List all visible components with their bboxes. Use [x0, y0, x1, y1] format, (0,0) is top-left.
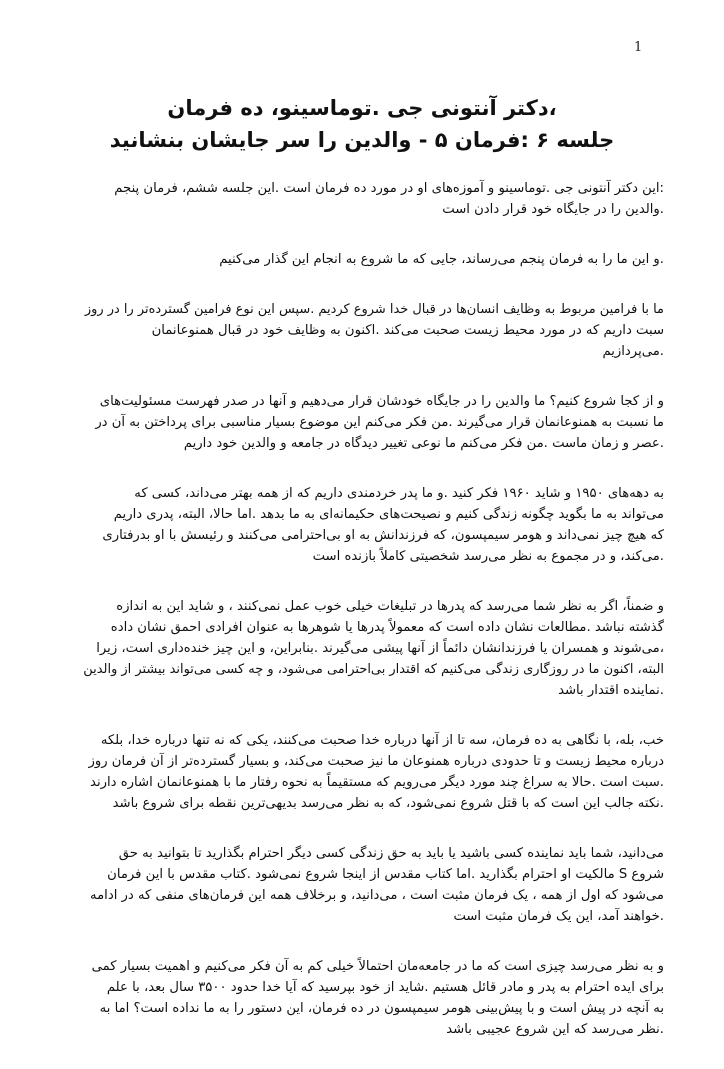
- paragraph-line: شروع S مالکیت او احترام بگذارید .اما کتاب مقدس از اینجا شروع نمی‌شود .کتاب مقدس با این فرمان: [107, 867, 664, 882]
- paragraph-line: .نماینده اقتدار باشد: [558, 683, 664, 698]
- paragraph-line: و ضمناً، اگر به نظر شما می‌رسد که پدرها در تبلیغات خیلی خوب عمل نمی‌کنند ، و شاید این به اندازه: [116, 599, 664, 614]
- paragraph-line: می‌شود که اول از همه ، یک فرمان مثبت است ، می‌دانید، و برخلاف همه این فرمان‌های منفی که در ادامه: [90, 888, 664, 903]
- paragraph-line: .نظر می‌رسد که این شروع عجیبی باشد: [446, 1022, 664, 1037]
- paragraph-line: :این دکتر آنتونی جی .توماسینو و آموزه‌های او در مورد ده فرمان است .این جلسه ششم، فرمان پنجم: [114, 181, 664, 196]
- paragraph: [82, 178, 664, 220]
- paragraph-line: به آنچه در پیش است و با پیش‌بینی هومر سیمپسون در ده فرمان، این دستور را به ما نداده است؟ اما به: [99, 1001, 664, 1016]
- paragraph-line: و به نظر می‌رسد چیزی است که ما در جامعه‌مان احتمالاً خیلی کم به آن فکر می‌کنیم و اهمیت بسیار کمی: [91, 959, 664, 974]
- paragraph-line: گذشته نباشد .مطالعات نشان داده است که معمولاً پدرها یا شوهرها به عنوان افرادی احمق نشان داده: [110, 620, 664, 635]
- paragraph: [82, 843, 664, 927]
- paragraph-line: .خواهند آمد، این یک فرمان مثبت است: [453, 909, 664, 924]
- paragraph-line: .می‌کند، و در مجموع به نظر می‌رسد شخصیتی کاملاً بازنده است: [312, 549, 664, 564]
- paragraph-line: سبت داریم که در مورد محیط زیست صحبت می‌کند .اکنون به وظایف خود در قبال همنوعانمان: [151, 323, 664, 338]
- paragraph: [82, 483, 664, 567]
- paragraph-line: و از کجا شروع کنیم؟ ما والدین را در جایگاه خودشان قرار می‌دهیم و آنها در صدر فهرست مسئولیت‌های: [99, 394, 664, 409]
- paragraph-line: به دهه‌های ۱۹۵۰ و شاید ۱۹۶۰ فکر کنید .و ما پدر خردمندی داریم که از همه بهتر می‌داند، کسی که: [134, 486, 664, 501]
- title-line-2: جلسه ۶ :فرمان ۵ - والدین را سر جایشان بنشانید: [109, 128, 615, 152]
- page-number: 1: [634, 40, 643, 55]
- paragraph-line: که هیچ چیز نمی‌داند و هومر سیمپسون، که فرزندانش به او بی‌احترامی می‌کنند و رئیسش با او بدرفتاری: [102, 528, 664, 543]
- paragraph-line: .عصر و زمان ماست .من فکر می‌کنم ما نوعی تغییر دیدگاه در جامعه و والدین خود داریم: [183, 436, 664, 451]
- paragraph: [82, 730, 664, 814]
- document-title: [60, 92, 664, 156]
- paragraph-line: .نکته جالب این است که با قتل شروع نمی‌شود، که به نظر می‌رسد بدیهی‌ترین نقطه برای شروع باشد: [112, 796, 664, 811]
- paragraph: [82, 956, 664, 1040]
- paragraph-line: .سبت است .حالا به سراغ چند مورد دیگر می‌رویم که مستقیماً به نحوه رفتار ما با همنوعانمان اشاره دارند: [90, 775, 664, 790]
- paragraph: [82, 249, 664, 270]
- paragraph: [82, 299, 664, 362]
- paragraph-line: .می‌پردازیم: [602, 344, 664, 359]
- paragraph: [82, 391, 664, 454]
- paragraph-line: ،می‌شوند و همسران یا فرزندانشان دائماً از آنها پیشی می‌گیرند .بنابراین، و این چیز خنده‌داری است، زیرا: [96, 641, 664, 656]
- document-body: [82, 178, 664, 1069]
- paragraph-line: .و این ما را به فرمان پنجم می‌رساند، جایی که ما شروع به انجام این گذار می‌کنیم: [219, 252, 664, 267]
- paragraph-line: درباره محیط زیست و تا حدودی درباره همنوعان ما نیز صحبت می‌کند، و بسیار گسترده‌تر از آن فرمان روز: [88, 754, 664, 769]
- paragraph: [82, 596, 664, 701]
- paragraph-line: می‌دانید، شما باید نماینده کسی باشید یا باید به حق زندگی کسی دیگر احترام بگذارید تا بتوانید به حق: [118, 846, 664, 861]
- paragraph-line: ما نسبت به همنوعانمان قرار می‌گیرند .من فکر می‌کنم این موضوع بسیار مناسبی برای پرداختن به آن در: [95, 415, 664, 430]
- paragraph-line: خب، بله، با نگاهی به ده فرمان، سه تا از آنها درباره خدا صحبت می‌کنند، یکی که نه تنها درباره خدا، بلکه: [100, 733, 664, 748]
- paragraph-line: برای ایده احترام به پدر و مادر قائل هستیم .شاید از خود بپرسید که آیا خدا حدود ۳۵۰۰ سال بعد، با علم: [106, 980, 664, 995]
- paragraph-line: می‌تواند به ما بگوید چگونه زندگی کنیم و نصیحت‌های حکیمانه‌ای به ما بدهد .اما حالا، البته، پدری داریم: [113, 507, 664, 522]
- paragraph-line: ما با فرامین مربوط به وظایف انسان‌ها در قبال خدا شروع کردیم .سپس این نوع فرامین گسترده‌تر را در روز: [84, 302, 664, 317]
- paragraph-line: البته، اکنون ما در روزگاری زندگی می‌کنیم که اقتدار بی‌احترامی می‌شود، و چه کسی می‌تواند بیشتر از والدین: [83, 662, 664, 677]
- title-line-1: ،دکتر آنتونی جی .توماسینو، ده فرمان: [167, 96, 557, 120]
- paragraph-line: .والدین را در جایگاه خود قرار دادن است: [442, 202, 664, 217]
